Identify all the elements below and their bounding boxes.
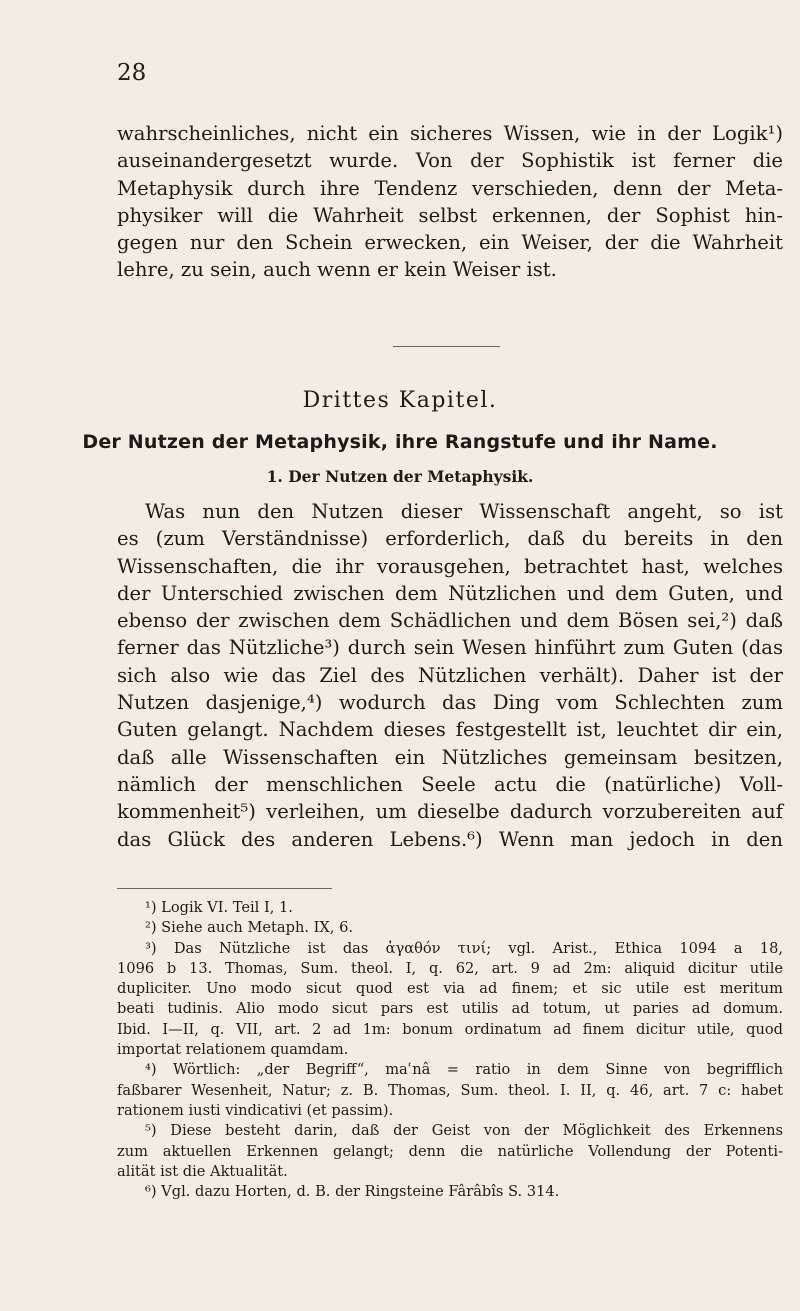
footnote-line: alität ist die Aktualität.	[117, 1162, 288, 1180]
footnote-line: rationem iusti vindicativi (et passim).	[117, 1101, 394, 1119]
text-line: das Glück des anderen Lebens.⁶) Wenn man jedoch in den	[117, 827, 783, 851]
footnote-line: ⁵) Diese besteht darin, daß der Geist von der Möglichkeit des Erkennens	[145, 1122, 783, 1140]
paragraph-continuation	[117, 120, 783, 284]
footnote-line: ¹) Logik VI. Teil I, 1.	[145, 899, 293, 916]
section-title: 1. Der Nutzen der Metaphysik.	[266, 467, 534, 486]
text-line: ferner das Nützliche³) durch sein Wesen hinführt zum Guten (das	[117, 636, 783, 660]
text-line: lehre, zu sein, auch wenn er kein Weiser ist.	[117, 258, 557, 282]
text-line: es (zum Verständnisse) erforderlich, daß du bereits in den	[117, 527, 783, 551]
text-line: kommenheit⁵) verleihen, um dieselbe dadurch vorzubereiten auf	[117, 800, 783, 824]
footnote-line: ²) Siehe auch Metaph. IX, 6.	[145, 919, 353, 937]
text-line: nämlich der menschlichen Seele actu die (natürliche) Voll-	[117, 772, 783, 796]
text-line: Nutzen dasjenige,⁴) wodurch das Ding vom Schlechten zum	[117, 691, 783, 715]
text-line: wahrscheinliches, nicht ein sicheres Wissen, wie in der Logik¹)	[117, 122, 783, 145]
footnote-1	[117, 898, 783, 918]
footnote-line: ⁴) Wörtlich: „der Begriff“, maʿnâ = ratio in dem Sinne von begrifflich	[145, 1061, 783, 1079]
chapter-heading: Drittes Kapitel.	[302, 388, 498, 413]
text-line: Wissenschaften, die ihr vorausgehen, betrachtet hast, welches	[117, 554, 783, 578]
chapter-title: Der Nutzen der Metaphysik, ihre Rangstufe und ihr Name.	[82, 431, 718, 453]
footnote-line: ³) Das Nützliche ist das ἀγαθόν τινί; vgl. Arist., Ethica 1094 a 18,	[145, 939, 783, 957]
footnote-3	[117, 939, 783, 1061]
footnote-line: dupliciter. Uno modo sicut quod est via ad finem; et sic utile est meritum	[117, 980, 783, 998]
text-line: ebenso der zwischen dem Schädlichen und dem Bösen sei,²) daß	[117, 609, 783, 633]
footnote-line: Ibid. I—II, q. VII, art. 2 ad 1m: bonum ordinatum ad finem dicitur utile, quod	[117, 1020, 783, 1038]
footnote-line: zum aktuellen Erkennen gelangt; denn die natürliche Vollendung der Potenti-	[117, 1142, 783, 1160]
footnote-line: ⁶) Vgl. dazu Horten, d. B. der Ringsteine Fârâbîs S. 314.	[145, 1183, 560, 1201]
text-line: Was nun den Nutzen dieser Wissenschaft angeht, so ist	[145, 500, 783, 523]
text-line: gegen nur den Schein erwecken, ein Weiser, der die Wahrheit	[117, 231, 783, 255]
paragraph-main	[117, 498, 783, 853]
text-line: Metaphysik durch ihre Tendenz verschieden, denn der Meta-	[117, 176, 783, 200]
footnote-line: beati tudinis. Alio modo sicut pars est utilis ad totum, ut paries ad domum.	[117, 1000, 783, 1018]
page-number: 28	[117, 60, 147, 86]
footnote-2	[117, 918, 783, 938]
section-divider	[393, 346, 500, 347]
text-line: Guten gelangt. Nachdem dieses festgestellt ist, leuchtet dir ein,	[117, 718, 783, 742]
footnote-5	[117, 1121, 783, 1182]
footnote-6	[117, 1182, 783, 1202]
text-line: auseinandergesetzt wurde. Von der Sophistik ist ferner die	[117, 149, 783, 173]
footnote-line: importat relationem quamdam.	[117, 1041, 349, 1059]
footnotes	[117, 898, 783, 1202]
footnote-4	[117, 1060, 783, 1121]
footnote-divider	[117, 888, 332, 889]
footnote-line: 1096 b 13. Thomas, Sum. theol. I, q. 62, art. 9 ad 2m: aliquid dicitur utile	[117, 959, 783, 977]
text-line: daß alle Wissenschaften ein Nützliches gemeinsam besitzen,	[117, 745, 783, 769]
text-line: physiker will die Wahrheit selbst erkennen, der Sophist hin-	[117, 203, 783, 227]
text-line: sich also wie das Ziel des Nützlichen verhält). Daher ist der	[117, 663, 783, 687]
footnote-line: faßbarer Wesenheit, Natur; z. B. Thomas, Sum. theol. I. II, q. 46, art. 7 c: habet	[117, 1081, 783, 1099]
text-line: der Unterschied zwischen dem Nützlichen und dem Guten, und	[117, 581, 783, 605]
